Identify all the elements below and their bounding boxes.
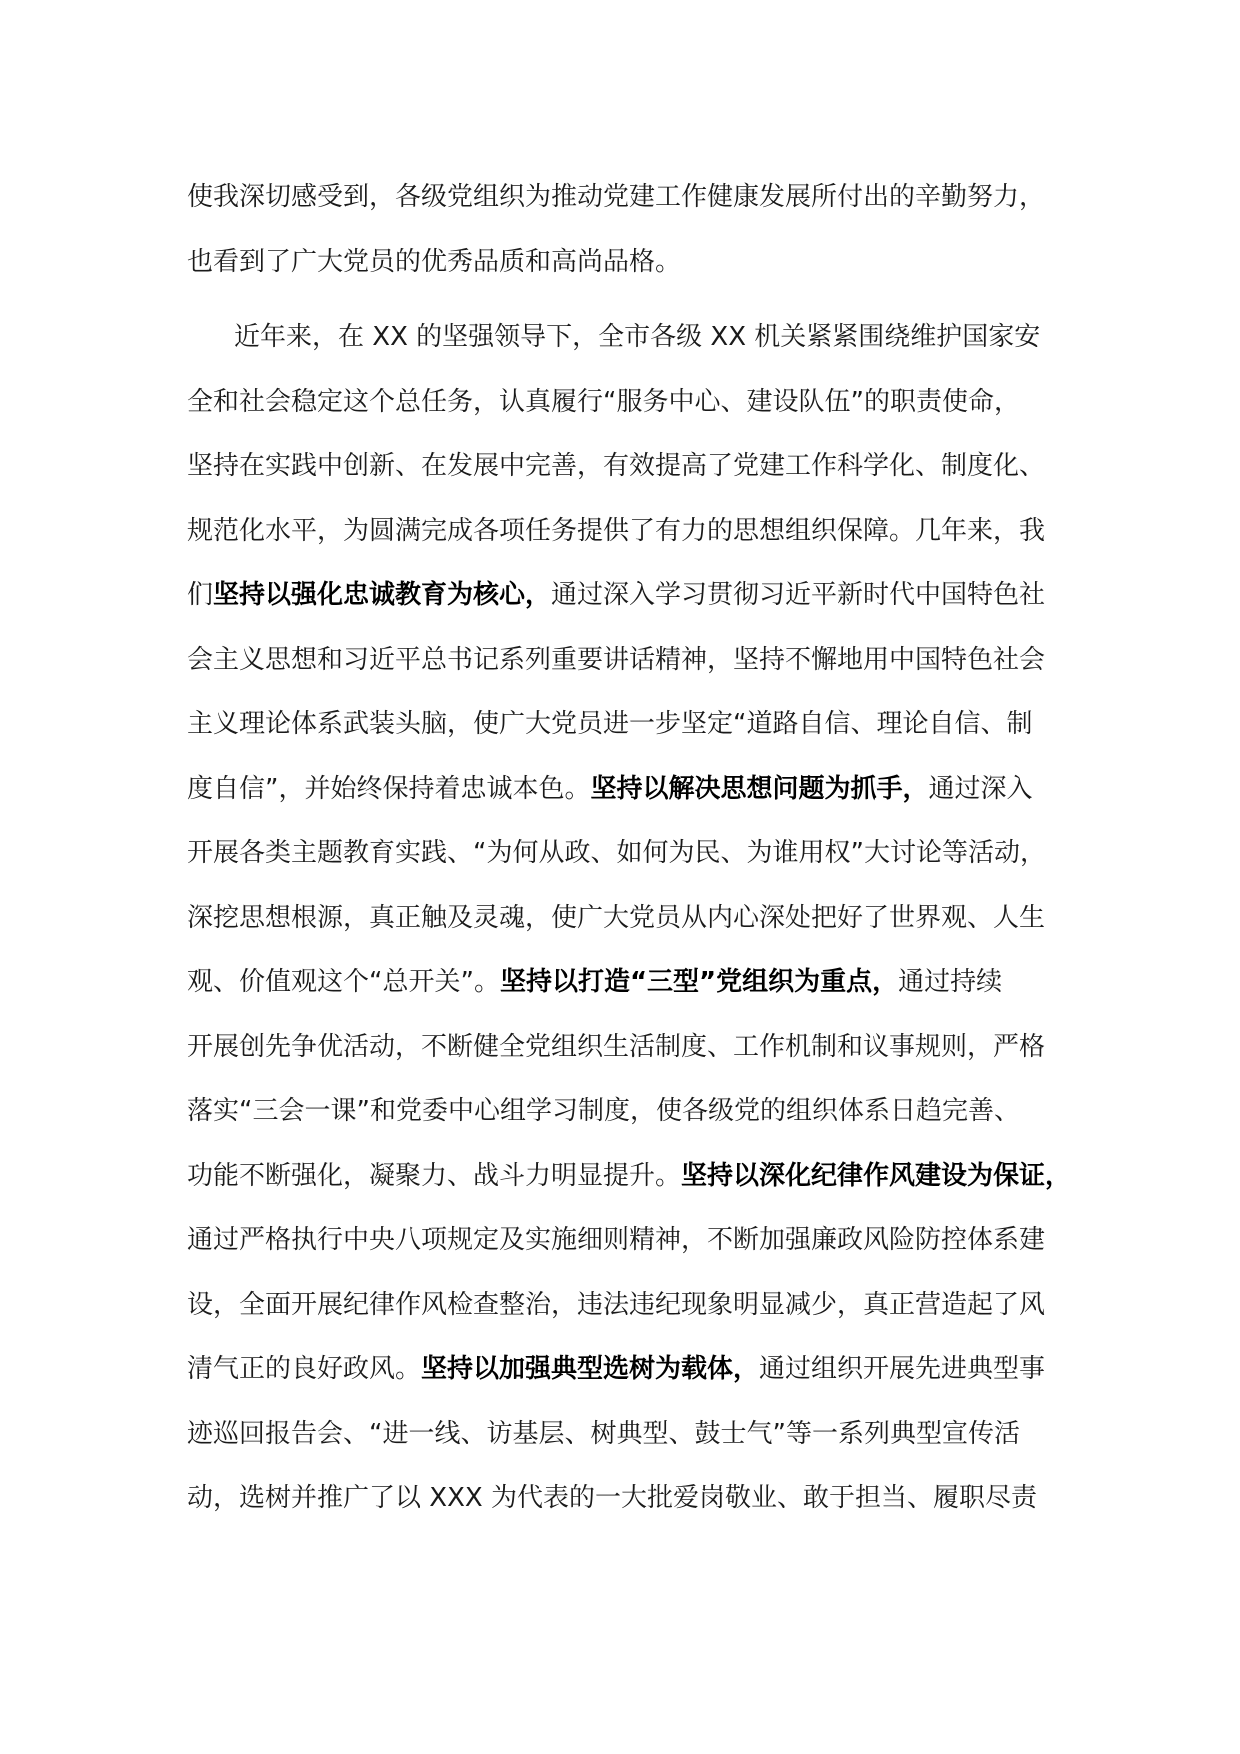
text-line: 落实“三会一课”和党委中心组学习制度，使各级党的组织体系日趋完善、 xyxy=(187,1096,1020,1126)
document-body xyxy=(187,165,1072,1531)
text-line: 也看到了广大党员的优秀品质和高尚品格。 xyxy=(187,246,682,277)
text-run: 通过深入学习贯彻习近平新时代中国特色社 xyxy=(551,580,1046,610)
bold-heading-run: 坚持以深化纪律作风建设为保证， xyxy=(681,1160,1072,1191)
text-line xyxy=(187,1144,1072,1209)
text-line: 通过严格执行中央八项规定及实施细则精神，不断加强廉政风险防控体系建 xyxy=(187,1225,1046,1255)
bold-heading-run: 坚持以解决思想问题为抓手， xyxy=(590,773,929,804)
text-line: 开展创先争优活动，不断健全党组织生活制度、工作机制和议事规则，严格 xyxy=(187,1031,1046,1062)
text-run: 通过持续 xyxy=(898,967,1003,997)
text-line: 近年来，在 XX 的坚强领导下，全市各级 XX 机关紧紧围绕维护国家安 xyxy=(234,322,1041,352)
text-run: 们 xyxy=(187,580,214,610)
paragraph-2 xyxy=(187,305,1072,1531)
paragraph-spacer xyxy=(187,294,1067,305)
text-run: 观、价值观这个“总开关”。 xyxy=(187,967,500,997)
text-line: 动，选树并推广了以 XXX 为代表的一大批爱岗敬业、敢于担当、履职尽责 xyxy=(187,1483,1037,1513)
text-line xyxy=(187,1337,1067,1402)
text-run: 通过深入 xyxy=(928,773,1033,804)
text-line xyxy=(187,757,1067,822)
text-line: 开展各类主题教育实践、“为何从政、如何为民、为谁用权”大讨论等活动， xyxy=(187,838,1046,868)
text-line: 深挖思想根源，真正触及灵魂，使广大党员从内心深处把好了世界观、人生 xyxy=(187,902,1046,933)
text-run: 度自信”，并始终保持着忠诚本色。 xyxy=(187,773,591,804)
text-line: 坚持在实践中创新、在发展中完善，有效提高了党建工作科学化、制度化、 xyxy=(187,451,1046,481)
text-line: 全和社会稳定这个总任务，认真履行“服务中心、建设队伍”的职责使命， xyxy=(187,386,1020,417)
text-line: 主义理论体系武装头脑，使广大党员进一步坚定“道路自信、理论自信、制 xyxy=(187,709,1033,739)
text-line: 规范化水平，为圆满完成各项任务提供了有力的思想组织保障。几年来，我 xyxy=(187,515,1046,546)
text-run: 清气正的良好政风。 xyxy=(187,1354,422,1384)
paragraph-1 xyxy=(187,165,1067,294)
text-run: 通过组织开展先进典型事 xyxy=(759,1354,1046,1384)
text-line: 迹巡回报告会、“进一线、访基层、树典型、鼓士气”等一系列典型宣传活 xyxy=(187,1418,1020,1449)
text-line: 使我深切感受到，各级党组织为推动党建工作健康发展所付出的辛勤努力， xyxy=(187,182,1046,212)
bold-heading-run: 坚持以加强典型选树为载体， xyxy=(421,1354,760,1384)
text-line: 会主义思想和习近平总书记系列重要讲话精神，坚持不懈地用中国特色社会 xyxy=(187,644,1046,675)
text-line: 设，全面开展纪律作风检查整治，违法违纪现象明显减少，真正营造起了风 xyxy=(187,1289,1046,1320)
bold-heading-run: 坚持以打造“三型”党组织为重点， xyxy=(499,967,899,997)
text-run: 功能不断强化，凝聚力、战斗力明显提升。 xyxy=(187,1160,682,1191)
text-line xyxy=(187,950,1067,1015)
text-line xyxy=(187,563,1067,628)
bold-heading-run: 坚持以强化忠诚教育为核心， xyxy=(213,580,552,610)
